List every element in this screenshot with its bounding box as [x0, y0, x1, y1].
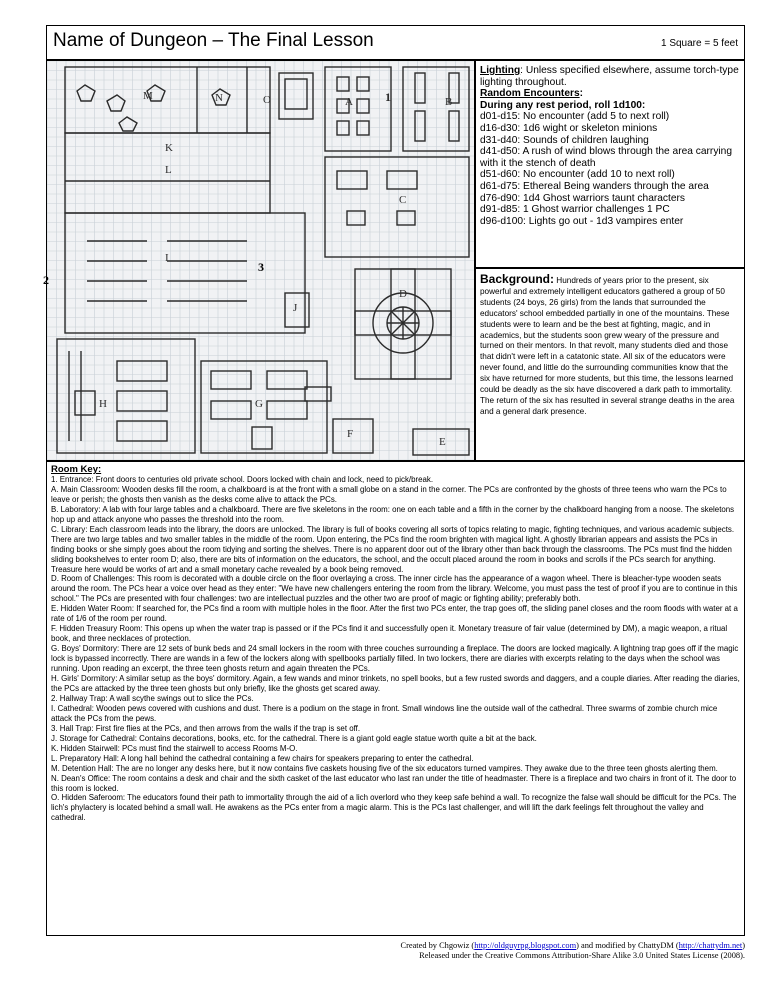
room-key-entry: 1. Entrance: Front doors to centuries old private school. Doors locked with chain and lock, need to pick/break.: [51, 474, 434, 484]
roll-8: d96-d100: Lights go out - 1d3 vampires enter: [480, 215, 684, 227]
hall-trap-label: 3: [258, 260, 264, 274]
map-room-label: K: [165, 142, 173, 154]
room-key-entry: L. Preparatory Hall: A long hall behind the cathedral containing a few chairs for speakers preparing to enter the cathedral.: [51, 753, 474, 763]
lighting-line: [480, 65, 740, 88]
room-key-entry: K. Hidden Stairwell: PCs must find the stairwell to access Rooms M-O.: [51, 743, 298, 753]
title-bar: [46, 25, 745, 60]
room-key-entry: 2. Hallway Trap: A wall scythe swings out to slice the PCs.: [51, 693, 254, 703]
map-room-label: G: [255, 398, 263, 410]
oldguyrpg-link[interactable]: http://oldguyrpg.blogspot.com: [474, 941, 577, 950]
room-key-heading: Room Key:: [51, 464, 102, 475]
room-key-entry: J. Storage for Cathedral: Contains decorations, books, etc. for the cathedral. There is a giant gold eagle statue worth quite a bit at the back.: [51, 733, 537, 743]
credits-footer: [400, 941, 745, 961]
roll-4: d51-d60: No encounter (add 10 to next roll): [480, 169, 675, 181]
room-key-entry: F. Hidden Treasury Room: This opens up when the water trap is passed or if the PCs find it and successfully open it. Monetary treasure of fair value (determined by DM), a magic weapon, a ritual book, and three necklaces of protection.: [51, 624, 728, 644]
map-room-label: N: [215, 92, 223, 104]
roll-0: d01-d15: No encounter (add 5 to next roll): [480, 111, 670, 123]
roll-7: d91-d85: 1 Ghost warrior challenges 1 PC: [480, 204, 670, 216]
map-room-label: B: [445, 96, 453, 108]
room-key-entry: N. Dean's Office: The room contains a desk and chair and the sixth casket of the last educator who last ran under the title of headmaster. There is a fireplace and two chairs in front of it. The door to this room is locked.: [51, 773, 737, 793]
room-key-entry: G. Boys' Dormitory: There are 12 sets of bunk beds and 24 small lockers in the room with three couches surrounding a fireplace. The doors are locked magically. A lightning trap goes off if the magic lock is bypassed incorrectly. There are wands in a few of the lockers along with spellbooks partially filled. In two lockers, there are diaries with excerpts relating to the days when the school was running. Upon reading an excerpt, the three teen ghosts return and again threaten the PCs.: [51, 644, 739, 674]
map-room-label: L: [165, 164, 172, 176]
roll-1: d16-d30: 1d6 wight or skeleton minions: [480, 122, 658, 134]
map-room-label: C: [399, 194, 407, 206]
map-room-label: I: [165, 252, 169, 264]
room-key-entry: 3. Hall Trap: First fire flies at the PCs, and then arrows from the walls if the trap is set off.: [51, 723, 361, 733]
background-text: Hundreds of years prior to the present, six powerful and extremely intelligent educators gathered a group of 50 students (24 boys, 26 girls) from the lands that surrounded the educators' school embedded partially in one of the mountains. These students were to learn and be the best at fighting, magic, and in academics, but the students soon grew weary of the pressure and turned on their mentors. In that revolt, many students died and those that didn't were left in a catatonic state. All six of the educators were never found, and little do the surrounding communities know that the six have returned for more students, but this time, the lessons learned could be deadly as the six have discovered a dark path to immortality. The return of the six has resulted in several strange deaths in the area and a general dark presence.: [480, 276, 735, 416]
map-scale: 1 Square = 5 feet: [660, 38, 738, 49]
room-key-entry: C. Library: Each classroom leads into the library, the doors are unlocked. The library is full of books covering all sorts of topics relating to magic, fighting techniques, and various academic subjects. There are two large tables and two smaller tables in the middle of the room. Upon entering, the PCs find the room brighten with magical light. A ghostly librarian appears and assists the PCs in finding books or she simply goes about the room tidying and sorting the shelves. There is no apparent door out of the library other than back through the classrooms. The PCs must find the hidden sliding bookshelves to enter room D; also, there are bits of information on the educators, the school, and the occult placed around the room in books and scrolls if the PCs search for anything. Treasure here would be works of art and a small monetary cache revealed by a book being removed.: [51, 524, 735, 574]
lighting-encounters-panel: [475, 60, 745, 268]
encounters-heading: Random Encounters:: [480, 88, 584, 100]
credits-line: Created by Chgowiz (http://oldguyrpg.blogspot.com) and modified by ChattyDM (http://chattydm.net): [400, 941, 745, 950]
room-key-entry: A. Main Classroom: Wooden desks fill the room, a chalkboard is at the front with a small globe on a stand in the corner. The PCs are confronted by the ghosts of three teens who warn the PCs to leave or perish; the ghosts then vanish as the desks come alive to attack the PCs.: [51, 484, 727, 504]
page-title: Name of Dungeon – The Final Lesson: [53, 30, 374, 51]
license-line: Released under the Creative Commons Attribution-Share Alike 3.0 United States License (2008).: [419, 951, 745, 960]
lighting-text: : Unless specified elsewhere, assume torch-type lighting throughout.: [480, 65, 739, 88]
room-key-list: [51, 475, 740, 823]
map-room-label: E: [439, 436, 446, 448]
room-key-panel: [46, 461, 745, 936]
encounters-label: Random Encounters: [480, 88, 580, 100]
map-room-label: H: [99, 398, 107, 410]
roll-6: d76-d90: 1d4 Ghost warriors taunt characters: [480, 192, 685, 204]
room-key-entry: H. Girls' Dormitory: A similar setup as the boys' dormitory. Again, a few wands and minor trinkets, no spell books, but a few rusted swords and daggers, and a couple diaries. After reading the diaries, the PCs are attacked by the three teen ghosts but only briefly, like the ghosts get scared away.: [51, 674, 740, 693]
room-key-entry: M. Detention Hall: The are no longer any desks here, but it now contains five caskets housing five of the six educators turned vampires. They awake due to the three teen ghosts alerting them.: [51, 763, 718, 773]
room-key-entry: E. Hidden Water Room: If searched for, the PCs find a room with multiple holes in the floor. After the first two PCs enter, the trap goes off, the sliding panel closes and the room floods with water at a rate of 1/6 of the room per round.: [51, 604, 738, 624]
room-key-entry: O. Hidden Saferoom: The educators found their path to immortality through the aid of a lich overlord who they keep safe behind a wall. To recognize the false wall should be difficult for the PCs. The lich's phylactery is located behind a small wall. He awakens as the PCs enter from a magic alarm. This is the PCs last challenger, and will lift the dark feelings felt throughout the valley and cathedral.: [51, 793, 737, 823]
map-room-label: 1: [385, 90, 391, 104]
roll-3: d41-d50: A rush of wind blows through the area carrying with it the stench of death: [480, 146, 733, 169]
map-room-label: D: [399, 288, 407, 300]
map-room-label: O: [263, 94, 271, 106]
room-key-entry: I. Cathedral: Wooden pews covered with cushions and dust. There is a podium on the stage in front. Small windows line the outside wall of the cathedral. Three swarms of zombie church mice attack the PCs from the pews.: [51, 703, 718, 723]
map-room-label: M: [143, 90, 153, 102]
map-room-label: F: [347, 428, 354, 440]
roll-2: d31-d40: Sounds of children laughing: [480, 134, 649, 146]
chattydm-link[interactable]: http://chattydm.net: [678, 941, 743, 950]
map-room-label: J: [293, 302, 298, 314]
background-panel: [475, 268, 745, 461]
map-room-label: A: [345, 96, 353, 108]
room-key-entry: D. Room of Challenges: This room is decorated with a double circle on the floor overlaying a cross. The inner circle has the appearance of a wagon wheel. There is bleacher-type wooden seats around the room. The PCs hear a voice over head as they enter: "We have new challengers entering the room from the library. Welcome, you must pass the test of proof if you are to continue in this school." The PCs are presented with four challenges: two are intellectual puzzles and the other two are proof of magic or fighting ability; preferably both.: [51, 574, 738, 604]
rest-period-line: During any rest period, roll 1d100:: [480, 99, 646, 111]
hallway-trap-label: 2: [43, 273, 49, 287]
room-key-entry: B. Laboratory: A lab with four large tables and a chalkboard. There are five skeletons in the room: one on each table and a fifth in the corner by the chalkboard hanging from a noose. The skeletons hop up and attack anyone who passes the threshold into the room.: [51, 504, 735, 524]
lighting-label: Lighting: [480, 65, 521, 76]
roll-5: d61-d75: Ethereal Being wanders through the area: [480, 180, 709, 192]
background-heading: Background:: [480, 272, 555, 286]
